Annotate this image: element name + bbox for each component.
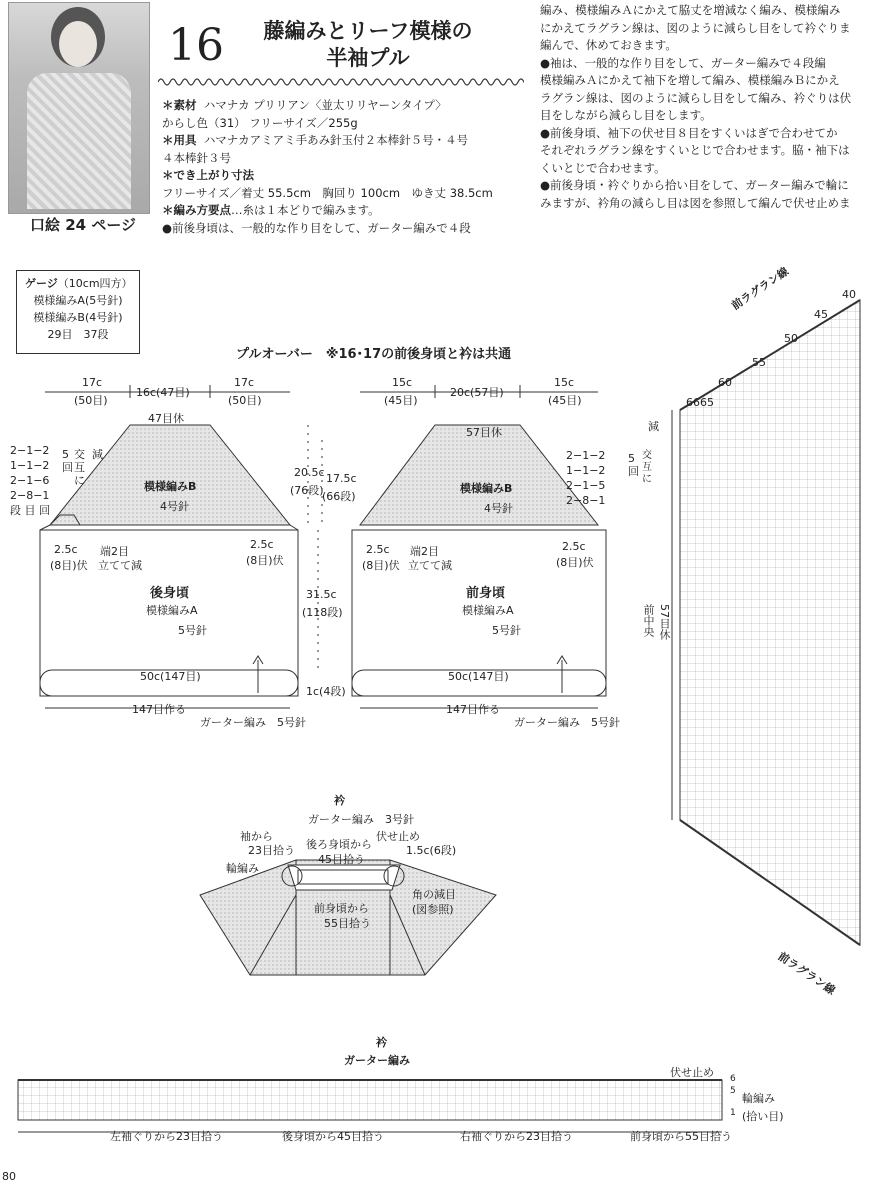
front-left-bind-sub: (8目)伏	[362, 559, 400, 572]
front-edge-note2: 立てて減	[408, 559, 452, 572]
front-right-bind-sub: (8目)伏	[556, 556, 594, 569]
collar-chart-ribbing: 輪編み	[742, 1092, 775, 1105]
back-top-left-sub: (50目)	[74, 394, 108, 407]
back-body-pattern: 模様編みA	[146, 604, 198, 617]
back-side-note: 5 回	[62, 448, 73, 474]
pattern-title: 藤編みとリーフ模様の 半袖プル	[263, 19, 473, 70]
collar-chart-row1: 1	[730, 1108, 736, 1118]
collar-chart-row6: 6	[730, 1074, 736, 1084]
body-height-sub: (118段)	[302, 606, 343, 619]
page-number: 80	[2, 1170, 16, 1183]
back-bind-top: 47目休	[148, 412, 184, 425]
hem-height: 1c(4段)	[306, 685, 346, 698]
front-yoke-needle: 4号針	[484, 502, 513, 515]
front-body-pattern: 模様編みA	[462, 604, 514, 617]
center-bind-label: 57目休	[658, 604, 671, 640]
front-top-right: 15c	[554, 376, 575, 389]
row-label-50: 50	[784, 332, 798, 345]
collar-height: 1.5c(6段)	[406, 844, 457, 857]
collar-chart-bind-off: 伏せ止め	[670, 1066, 714, 1079]
collar-chart-seg3: 右袖ぐりから23目拾う	[460, 1130, 573, 1143]
back-right-bind-sub: (8目)伏	[246, 554, 284, 567]
back-top-mid: 16c(47目)	[136, 386, 190, 399]
back-top-right-sub: (50目)	[228, 394, 262, 407]
back-side-dec: 2−1−2 1−1−2 2−1−6 2−8−1 段 目 回	[10, 444, 50, 517]
collar-corner2: (図参照)	[412, 903, 454, 916]
row-label-66: 66	[686, 396, 700, 409]
front-bind-top: 57目休	[466, 426, 502, 439]
back-width: 50c(147目)	[140, 670, 201, 683]
back-cast-on: 147目作る	[132, 703, 186, 716]
row-label-60: 60	[718, 376, 732, 389]
front-top-left-sub: (45目)	[384, 394, 418, 407]
collar-bind-off: 伏せ止め	[376, 830, 420, 843]
collar-chart-seg4: 前身頃から55目拾う	[630, 1130, 732, 1143]
back-piece-name: 後身頃	[150, 586, 190, 601]
back-yoke-name: 模様編みB	[144, 480, 197, 493]
yoke-height-front: 17.5c	[326, 472, 357, 485]
yoke-height-front-sub: (66段)	[322, 490, 356, 503]
yoke-height-back: 20.5c	[294, 466, 325, 479]
back-edge-note: 端2目	[100, 545, 129, 558]
back-edge-note2: 立てて減	[98, 559, 142, 572]
front-side-dec: 2−1−2 1−1−2 2−1−5 2−8−1	[566, 449, 606, 507]
collar-method: ガーター編み 3号針	[308, 813, 414, 826]
back-hem: ガーター編み 5号針	[200, 716, 306, 729]
specs-block: ＊素材 ハマナカ プリリアン〈並太リリヤーンタイプ〉 からし色（31） フリーサイズ／255g ＊用具 ハマナカアミアミ手あみ針玉付２本棒針５号・４号 ４本棒針３号 ＊でき上がり寸法 フリーサイズ／着丈 55.5cm 胸回り 100cm ゆき丈 38.5cm ＊編み方要点…糸は１本どりで編みます。 ●前後身頃は、一般的な作り目をして、ガーター編みで４段	[162, 98, 493, 235]
photo-caption: 口絵 24 ページ	[30, 216, 137, 234]
collar-title: 衿	[334, 794, 345, 807]
front-side-dec-word: 減	[648, 420, 659, 433]
back-side-dec-word: 減	[92, 448, 103, 461]
front-side-note-alt: 交 互 に	[642, 450, 652, 485]
front-top-right-sub: (45目)	[548, 394, 582, 407]
front-left-bind: 2.5c	[366, 543, 390, 556]
back-side-note-alt: 交 互 に	[74, 448, 85, 487]
raglan-bottom-label: 前ラグラン線	[775, 949, 838, 998]
collar-chart-method: ガーター編み	[344, 1054, 410, 1067]
body-height: 31.5c	[306, 588, 337, 601]
front-top-mid: 20c(57目)	[450, 386, 504, 399]
front-top-left: 15c	[392, 376, 413, 389]
front-cast-on: 147目作る	[446, 703, 500, 716]
collar-corner: 角の減目	[412, 888, 456, 901]
front-hem: ガーター編み 5号針	[514, 716, 620, 729]
back-body-needle: 5号針	[178, 624, 207, 637]
collar-chart-seg1: 左袖ぐりから23目拾う	[110, 1130, 223, 1143]
collar-from-front: 前身頃から	[314, 902, 369, 915]
instructions-text: 編み、模様編みＡにかえて脇丈を増減なく編み、模様編み にかえてラグラン線は、図のように減らし目をして衿ぐりま 編んで、休めておきます。 ●袖は、一般的な作り目をして、ガーター編みで４段編 模様編みＡにかえて袖下を増して編み、模様編みＢにかえ ラグラン線は、図のように減らし目をして編み、衿ぐりは伏 目をしながら減らし目をします。 ●前後身頃、袖下の伏せ目８目をすくいはぎで合わせてか それぞれラグラン線をすくいとじで合わせます。脇・袖下は くいとじで合わせます。 ●前後身頃・衿ぐりから拾い目をして、ガーター編みで輪に みますが、衿角の減らし目は図を参照して編んで伏せ止めま	[540, 3, 852, 210]
collar-chart-pickup: (拾い目)	[742, 1110, 784, 1123]
collar-chart-title: 衿	[376, 1036, 387, 1049]
collar-from-back2: 45目拾う	[318, 853, 365, 866]
pattern-number: 16	[168, 20, 224, 71]
diagram-heading: プルオーバー ※16･17の前後身頃と衿は共通	[236, 347, 512, 362]
collar-ribbing: 輪編み	[226, 862, 259, 875]
front-right-bind: 2.5c	[562, 540, 586, 553]
gauge-box: ゲージ（10cm四方） 模様編みA(5号針) 模様編みB(4号針) 29目 37段	[16, 270, 140, 354]
collar-chart-seg2: 後身頃から45目拾う	[282, 1130, 384, 1143]
front-piece-name: 前身頃	[466, 586, 506, 601]
back-right-bind: 2.5c	[250, 538, 274, 551]
collar-from-back: 後ろ身頃から	[306, 838, 372, 851]
row-label-40: 40	[842, 288, 856, 301]
collar-stitch-chart	[18, 1080, 722, 1132]
row-label-45: 45	[814, 308, 828, 321]
front-side-note: 5 回	[628, 452, 639, 478]
collar-chart-row5: 5	[730, 1086, 736, 1096]
center-front-label: 前中央	[642, 604, 655, 637]
row-label-65: 65	[700, 396, 714, 409]
front-edge-note: 端2目	[410, 545, 439, 558]
front-body-needle: 5号針	[492, 624, 521, 637]
front-width: 50c(147目)	[448, 670, 509, 683]
center-dimensions	[308, 425, 322, 670]
back-left-bind-sub: (8目)伏	[50, 559, 88, 572]
collar-from-sleeve: 袖から	[240, 830, 273, 843]
back-left-bind: 2.5c	[54, 543, 78, 556]
back-top-right: 17c	[234, 376, 255, 389]
back-yoke-needle: 4号針	[160, 500, 189, 513]
collar-from-front2: 55目拾う	[324, 917, 371, 930]
back-top-left: 17c	[82, 376, 103, 389]
front-yoke-name: 模様編みB	[460, 482, 513, 495]
yoke-height-back-sub: (76段)	[290, 484, 324, 497]
raglan-top-label: 前ラグラン線	[729, 264, 792, 313]
collar-from-sleeve2: 23目拾う	[248, 844, 295, 857]
row-label-55: 55	[752, 356, 766, 369]
